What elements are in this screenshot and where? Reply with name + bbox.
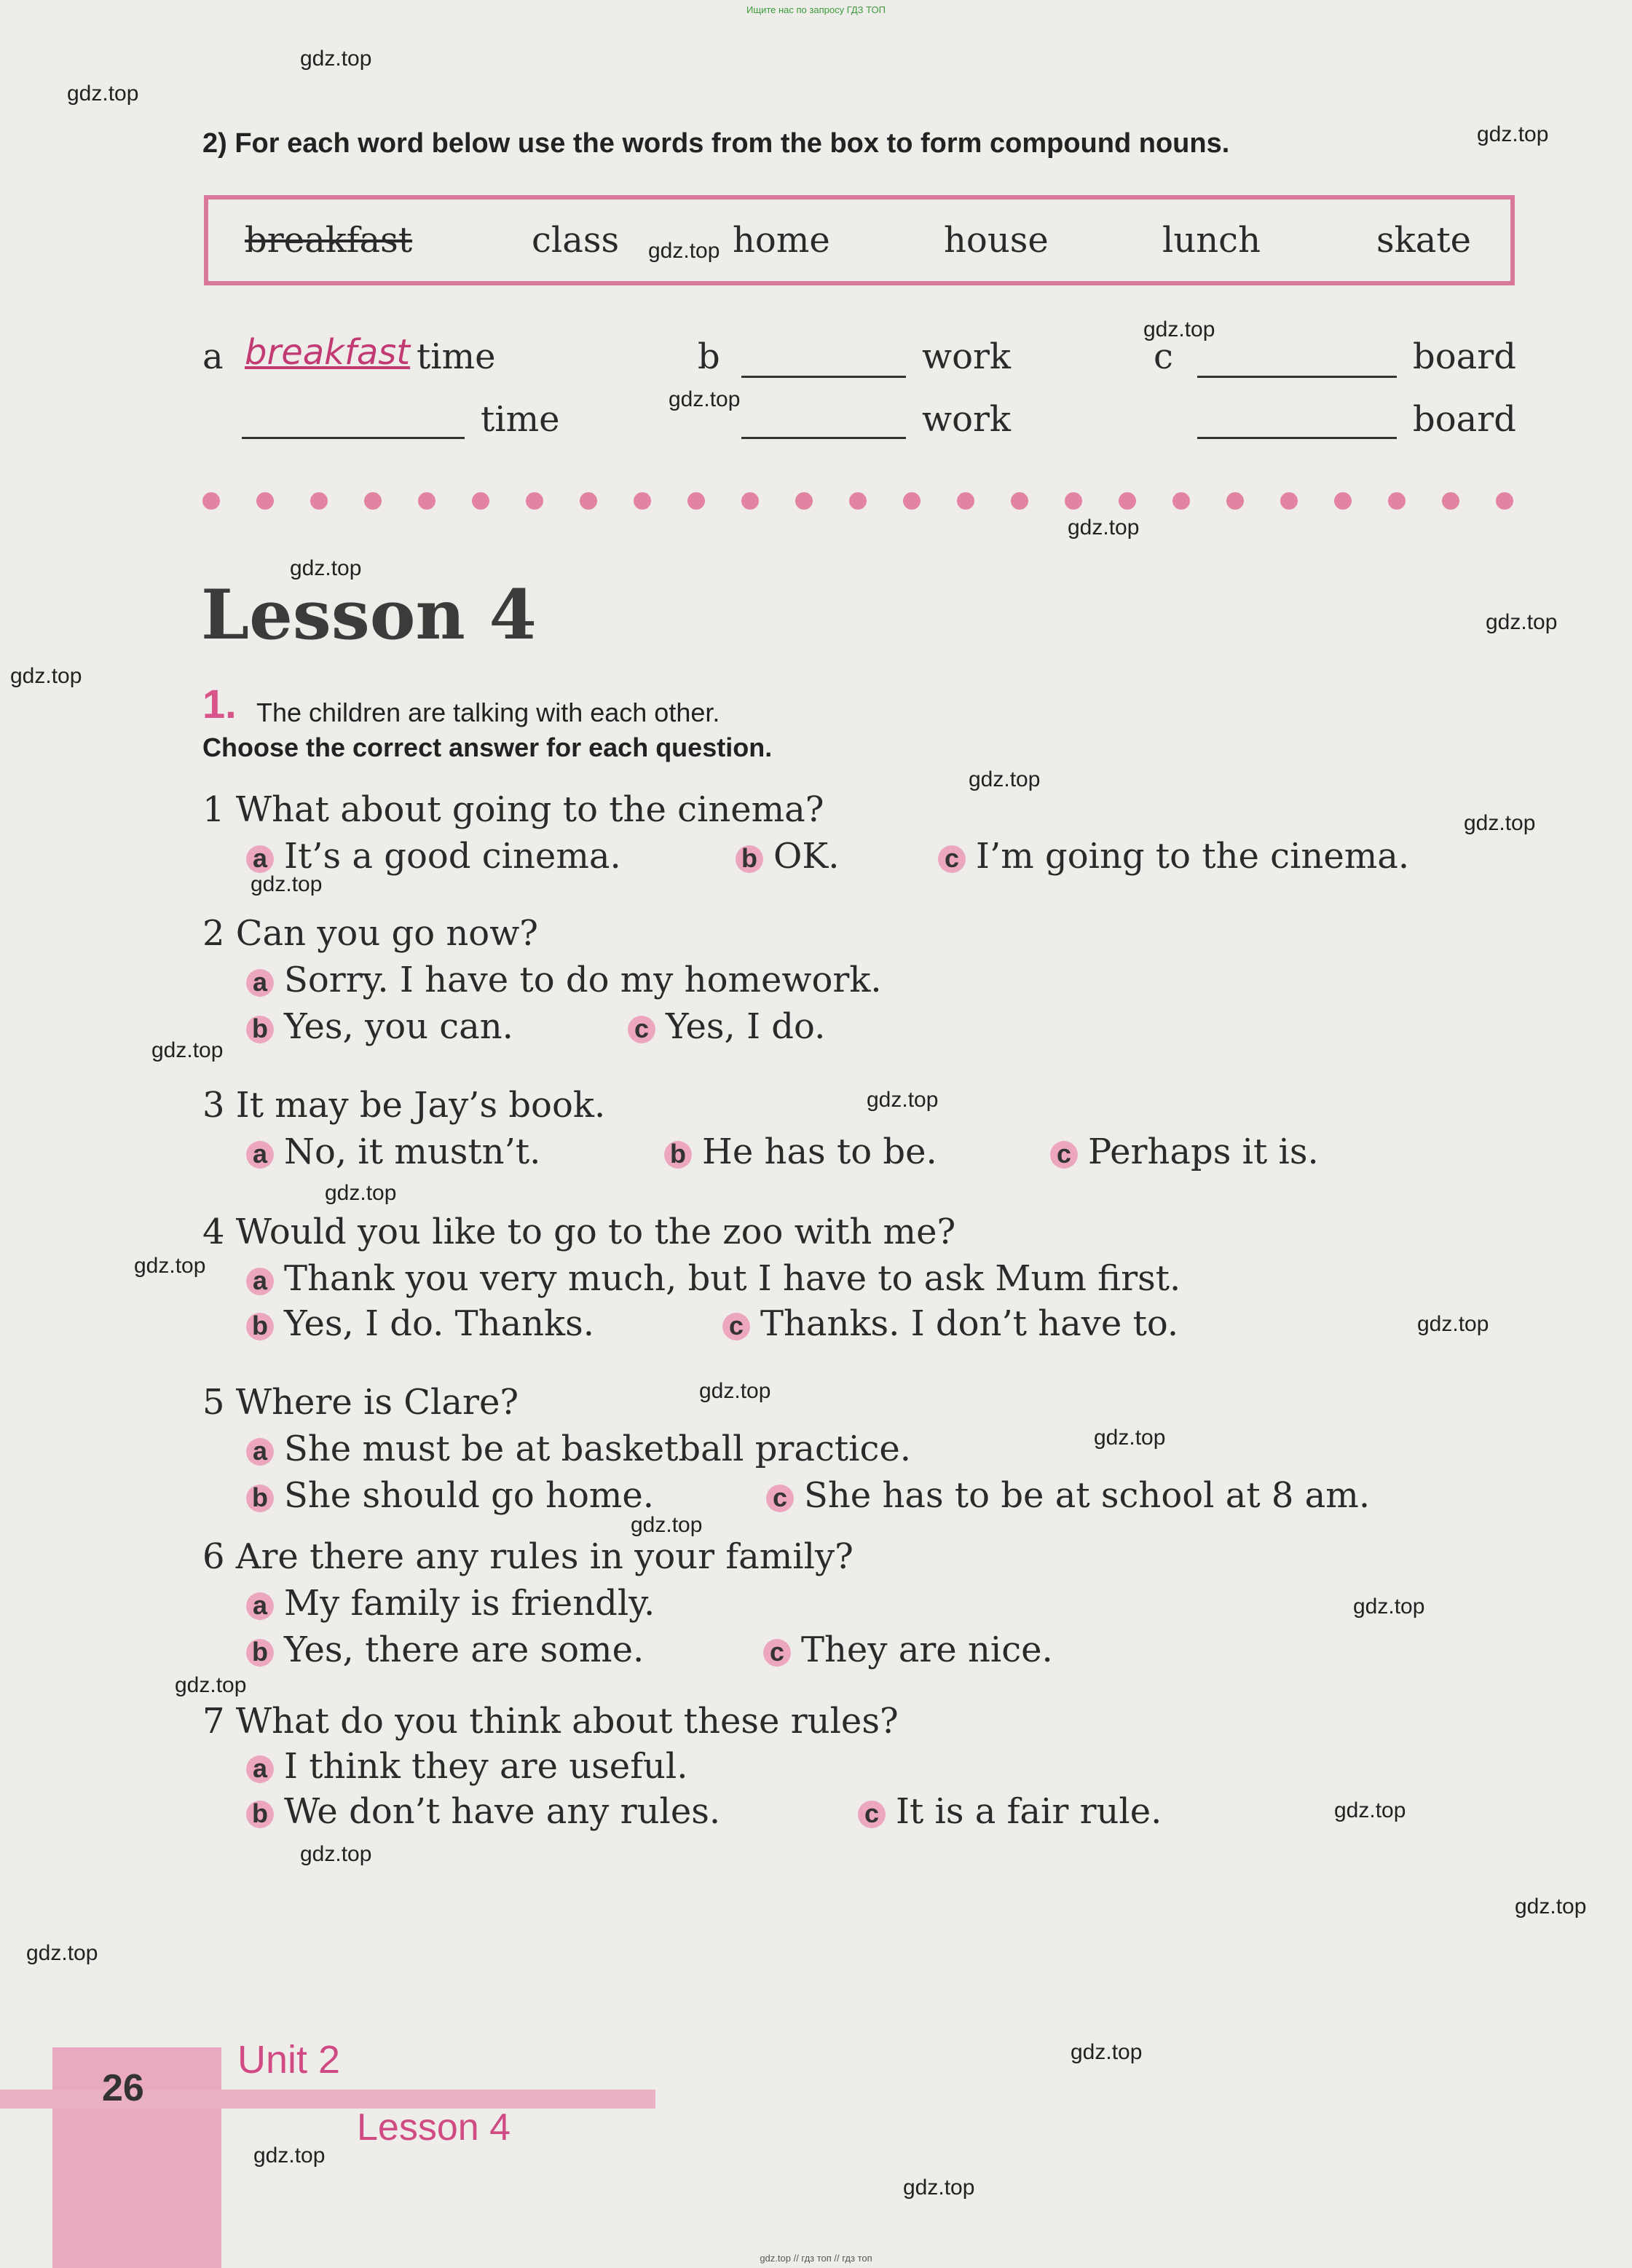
question: 2 Can you go now?	[202, 913, 539, 954]
lesson-title: Lesson 4	[201, 575, 537, 655]
item-c-word: board	[1413, 336, 1516, 377]
watermark: gdz.top	[134, 1254, 206, 1278]
watermark: gdz.top	[648, 239, 720, 263]
option[interactable]: c They are nice.	[763, 1629, 1053, 1670]
watermark: gdz.top	[175, 1673, 247, 1697]
watermark: gdz.top	[699, 1379, 771, 1403]
watermark: gdz.top	[1417, 1312, 1489, 1336]
watermark: gdz.top	[969, 767, 1041, 791]
question: 3 It may be Jay’s book.	[202, 1085, 606, 1126]
top-note: Ищите нас по запросу ГДЗ ТОП	[746, 4, 886, 15]
exercise-instruction-bold: Choose the correct answer for each question.	[202, 732, 773, 762]
watermark: gdz.top	[631, 1513, 703, 1537]
item-c2-word: board	[1413, 399, 1516, 440]
blank-c[interactable]	[1197, 347, 1397, 378]
watermark: gdz.top	[1068, 515, 1140, 540]
option[interactable]: a She must be at basketball practice.	[246, 1429, 911, 1469]
option[interactable]: a I think they are useful.	[246, 1746, 687, 1787]
item-b2-word: work	[922, 399, 1012, 440]
option[interactable]: c Yes, I do.	[628, 1006, 825, 1047]
option[interactable]: a It’s a good cinema.	[246, 836, 621, 877]
watermark: gdz.top	[1071, 2040, 1143, 2064]
box-word: skate	[1376, 220, 1472, 261]
item-a2-word: time	[481, 399, 560, 440]
watermark: gdz.top	[10, 664, 82, 688]
answer-a: breakfast	[245, 332, 411, 373]
item-a-word: time	[417, 336, 496, 377]
option[interactable]: b Yes, there are some.	[246, 1629, 644, 1670]
option[interactable]: b Yes, I do. Thanks.	[246, 1303, 594, 1344]
box-word: class	[532, 220, 620, 261]
option[interactable]: b He has to be.	[664, 1131, 937, 1172]
watermark: gdz.top	[300, 47, 372, 71]
box-word: breakfast	[245, 220, 413, 261]
option[interactable]: c Thanks. I don’t have to.	[722, 1303, 1178, 1344]
question: 4 Would you like to go to the zoo with me?	[202, 1212, 956, 1252]
footer-band	[0, 2090, 655, 2109]
watermark: gdz.top	[1477, 122, 1549, 146]
watermark: gdz.top	[669, 387, 741, 411]
watermark: gdz.top	[253, 2143, 326, 2168]
bottom-note: gdz.top // гдз топ // гдз топ	[760, 2253, 872, 2264]
option[interactable]: a Thank you very much, but I have to ask Mum first.	[246, 1258, 1180, 1299]
dot-divider	[202, 492, 1513, 510]
watermark: gdz.top	[151, 1038, 224, 1062]
watermark: gdz.top	[1464, 811, 1536, 835]
option[interactable]: c It is a fair rule.	[858, 1791, 1162, 1832]
watermark: gdz.top	[290, 556, 362, 580]
watermark: gdz.top	[1334, 1798, 1406, 1822]
option[interactable]: b We don’t have any rules.	[246, 1791, 720, 1832]
watermark: gdz.top	[1515, 1894, 1587, 1919]
option[interactable]: b OK.	[736, 836, 839, 877]
option[interactable]: a Sorry. I have to do my homework.	[246, 960, 882, 1000]
watermark: gdz.top	[903, 2176, 975, 2200]
watermark: gdz.top	[867, 1088, 939, 1112]
item-b-word: work	[922, 336, 1012, 377]
box-word: lunch	[1162, 220, 1261, 261]
exercise-number: 1.	[202, 681, 237, 727]
blank-b2[interactable]	[741, 408, 906, 439]
unit-label: Unit 2	[237, 2038, 341, 2082]
watermark: gdz.top	[1094, 1426, 1166, 1450]
exercise-instruction: The children are talking with each other.	[256, 698, 720, 727]
option[interactable]: c Perhaps it is.	[1050, 1131, 1319, 1172]
watermark: gdz.top	[1486, 610, 1558, 634]
question: 5 Where is Clare?	[202, 1382, 519, 1423]
blank-c2[interactable]	[1197, 408, 1397, 439]
option[interactable]: c She has to be at school at 8 am.	[766, 1475, 1370, 1516]
blank-a2[interactable]	[242, 408, 465, 439]
watermark: gdz.top	[325, 1181, 397, 1205]
question: 7 What do you think about these rules?	[202, 1701, 899, 1742]
box-word: house	[944, 220, 1049, 261]
option[interactable]: c I’m going to the cinema.	[938, 836, 1409, 877]
option[interactable]: b Yes, you can.	[246, 1006, 513, 1047]
watermark: gdz.top	[67, 82, 139, 106]
option[interactable]: a My family is friendly.	[246, 1583, 655, 1624]
task-2-title: 2) For each word below use the words from the box to form compound nouns.	[202, 128, 1230, 159]
question: 1 What about going to the cinema?	[202, 789, 824, 830]
watermark: gdz.top	[1143, 317, 1215, 341]
page-number: 26	[102, 2067, 144, 2109]
option[interactable]: a No, it mustn’t.	[246, 1131, 540, 1172]
item-a-label: a	[202, 336, 224, 377]
watermark: gdz.top	[1353, 1595, 1425, 1619]
watermark: gdz.top	[300, 1842, 372, 1866]
question: 6 Are there any rules in your family?	[202, 1536, 854, 1577]
watermark: gdz.top	[26, 1941, 98, 1965]
box-word: home	[733, 220, 830, 261]
lesson-label: Lesson 4	[357, 2106, 511, 2149]
option[interactable]: b She should go home.	[246, 1475, 654, 1516]
item-c-label: c	[1154, 336, 1173, 377]
watermark: gdz.top	[251, 872, 323, 896]
item-b-label: b	[698, 336, 720, 377]
blank-b[interactable]	[741, 347, 906, 378]
